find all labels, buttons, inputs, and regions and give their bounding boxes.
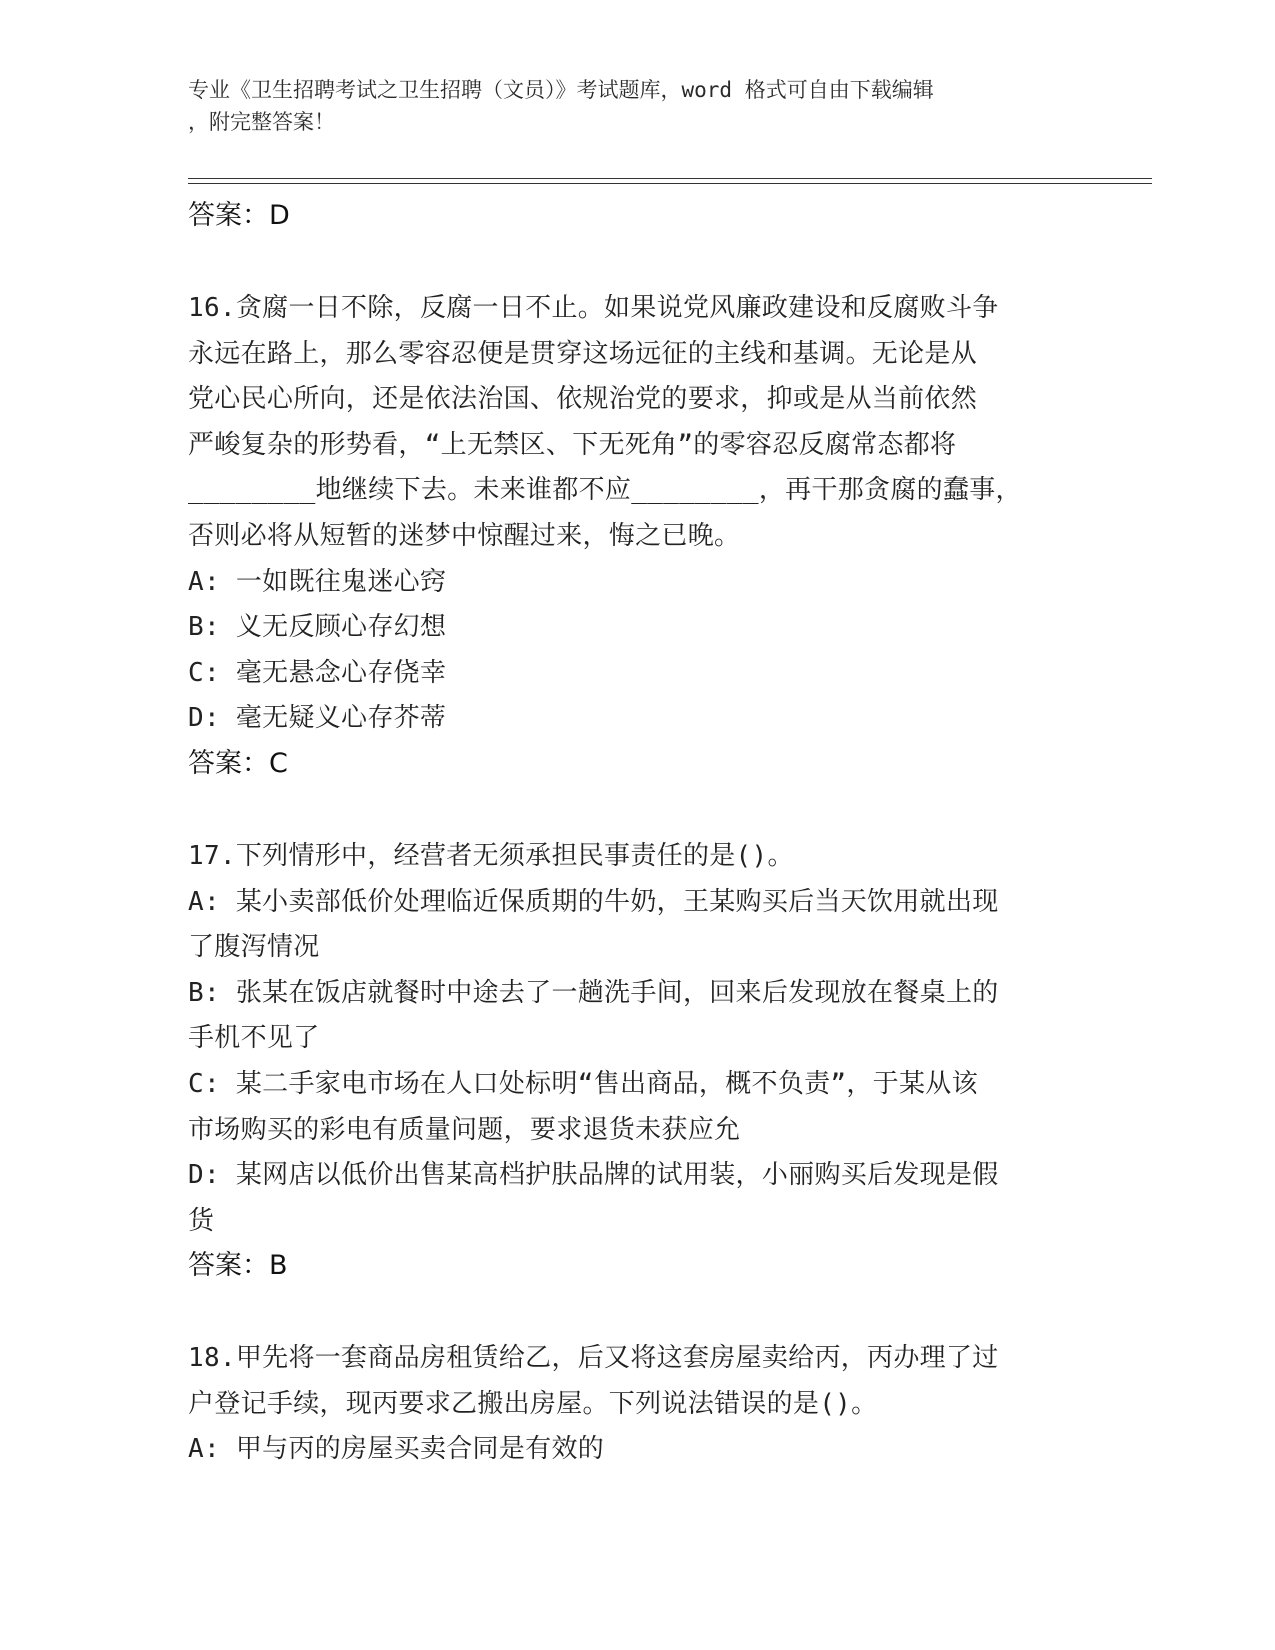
- option-c: C: 毫无悬念心存侥幸: [188, 657, 447, 688]
- question-line: 严峻复杂的形势看，“上无禁区、下无死角”的零容忍反腐常态都将: [188, 429, 957, 460]
- header-rule-top: [188, 178, 1152, 179]
- question-text: [188, 834, 1088, 880]
- question-line: ________地继续下去。未来谁都不应________，再干那贪腐的蠢事，: [188, 475, 1022, 506]
- question-16: [188, 286, 1088, 786]
- header-line-1: 专业《卫生招聘考试之卫生招聘（文员）》考试题库，word 格式可自由下载编辑: [188, 78, 934, 102]
- question-line: 17.下列情形中，经营者无须承担民事责任的是()。: [188, 840, 794, 871]
- question-line: 16.贪腐一日不除，反腐一日不止。如果说党风廉政建设和反腐败斗争: [188, 293, 999, 323]
- option-d: D: 毫无疑义心存芥蒂: [188, 703, 447, 734]
- document-header: [188, 74, 1068, 138]
- question-line: 永远在路上，那么零容忍便是贯穿这场远征的主线和基调。无论是从: [188, 338, 978, 369]
- option-a: A: 一如既往鬼迷心窍: [188, 566, 447, 597]
- question-line: 18.甲先将一套商品房租赁给乙，后又将这套房屋卖给丙，丙办理了过: [188, 1343, 999, 1374]
- option-a: A: 某小卖部低价处理临近保质期的牛奶，王某购买后当天饮用就出现 了腹泻情况: [188, 886, 999, 963]
- option-c: C: 某二手家电市场在人口处标明“售出商品，概不负责”，于某从该 市场购买的彩电有质量问题，要求退货未获应允: [188, 1068, 978, 1145]
- question-text: [188, 286, 1088, 560]
- question-18: [188, 1336, 1088, 1473]
- question-17: [188, 834, 1088, 1288]
- answer-q15: 答案：D: [188, 200, 290, 231]
- option-a: A: 甲与丙的房屋买卖合同是有效的: [188, 1434, 605, 1465]
- question-line: 党心民心所向，还是依法治国、依规治党的要求，抑或是从当前依然: [188, 384, 978, 415]
- answer-q16: 答案：C: [188, 747, 288, 779]
- question-line: 否则必将从短暂的迷梦中惊醒过来，悔之已晚。: [188, 520, 741, 551]
- option-b: B: 张某在饭店就餐时中途去了一趟洗手间，回来后发现放在餐桌上的 手机不见了: [188, 977, 999, 1054]
- answer-q17: 答案：B: [188, 1250, 288, 1282]
- question-list: [188, 190, 1088, 1473]
- question-line: 户登记手续，现丙要求乙搬出房屋。下列说法错误的是()。: [188, 1388, 878, 1419]
- option-b: B: 义无反顾心存幻想: [188, 612, 447, 643]
- header-rule-bottom: [188, 183, 1152, 184]
- question-text: [188, 1336, 1088, 1427]
- header-line-2: ，附完整答案！: [188, 110, 335, 134]
- option-d: D: 某网店以低价出售某高档护肤品牌的试用装，小丽购买后发现是假 货: [188, 1160, 999, 1236]
